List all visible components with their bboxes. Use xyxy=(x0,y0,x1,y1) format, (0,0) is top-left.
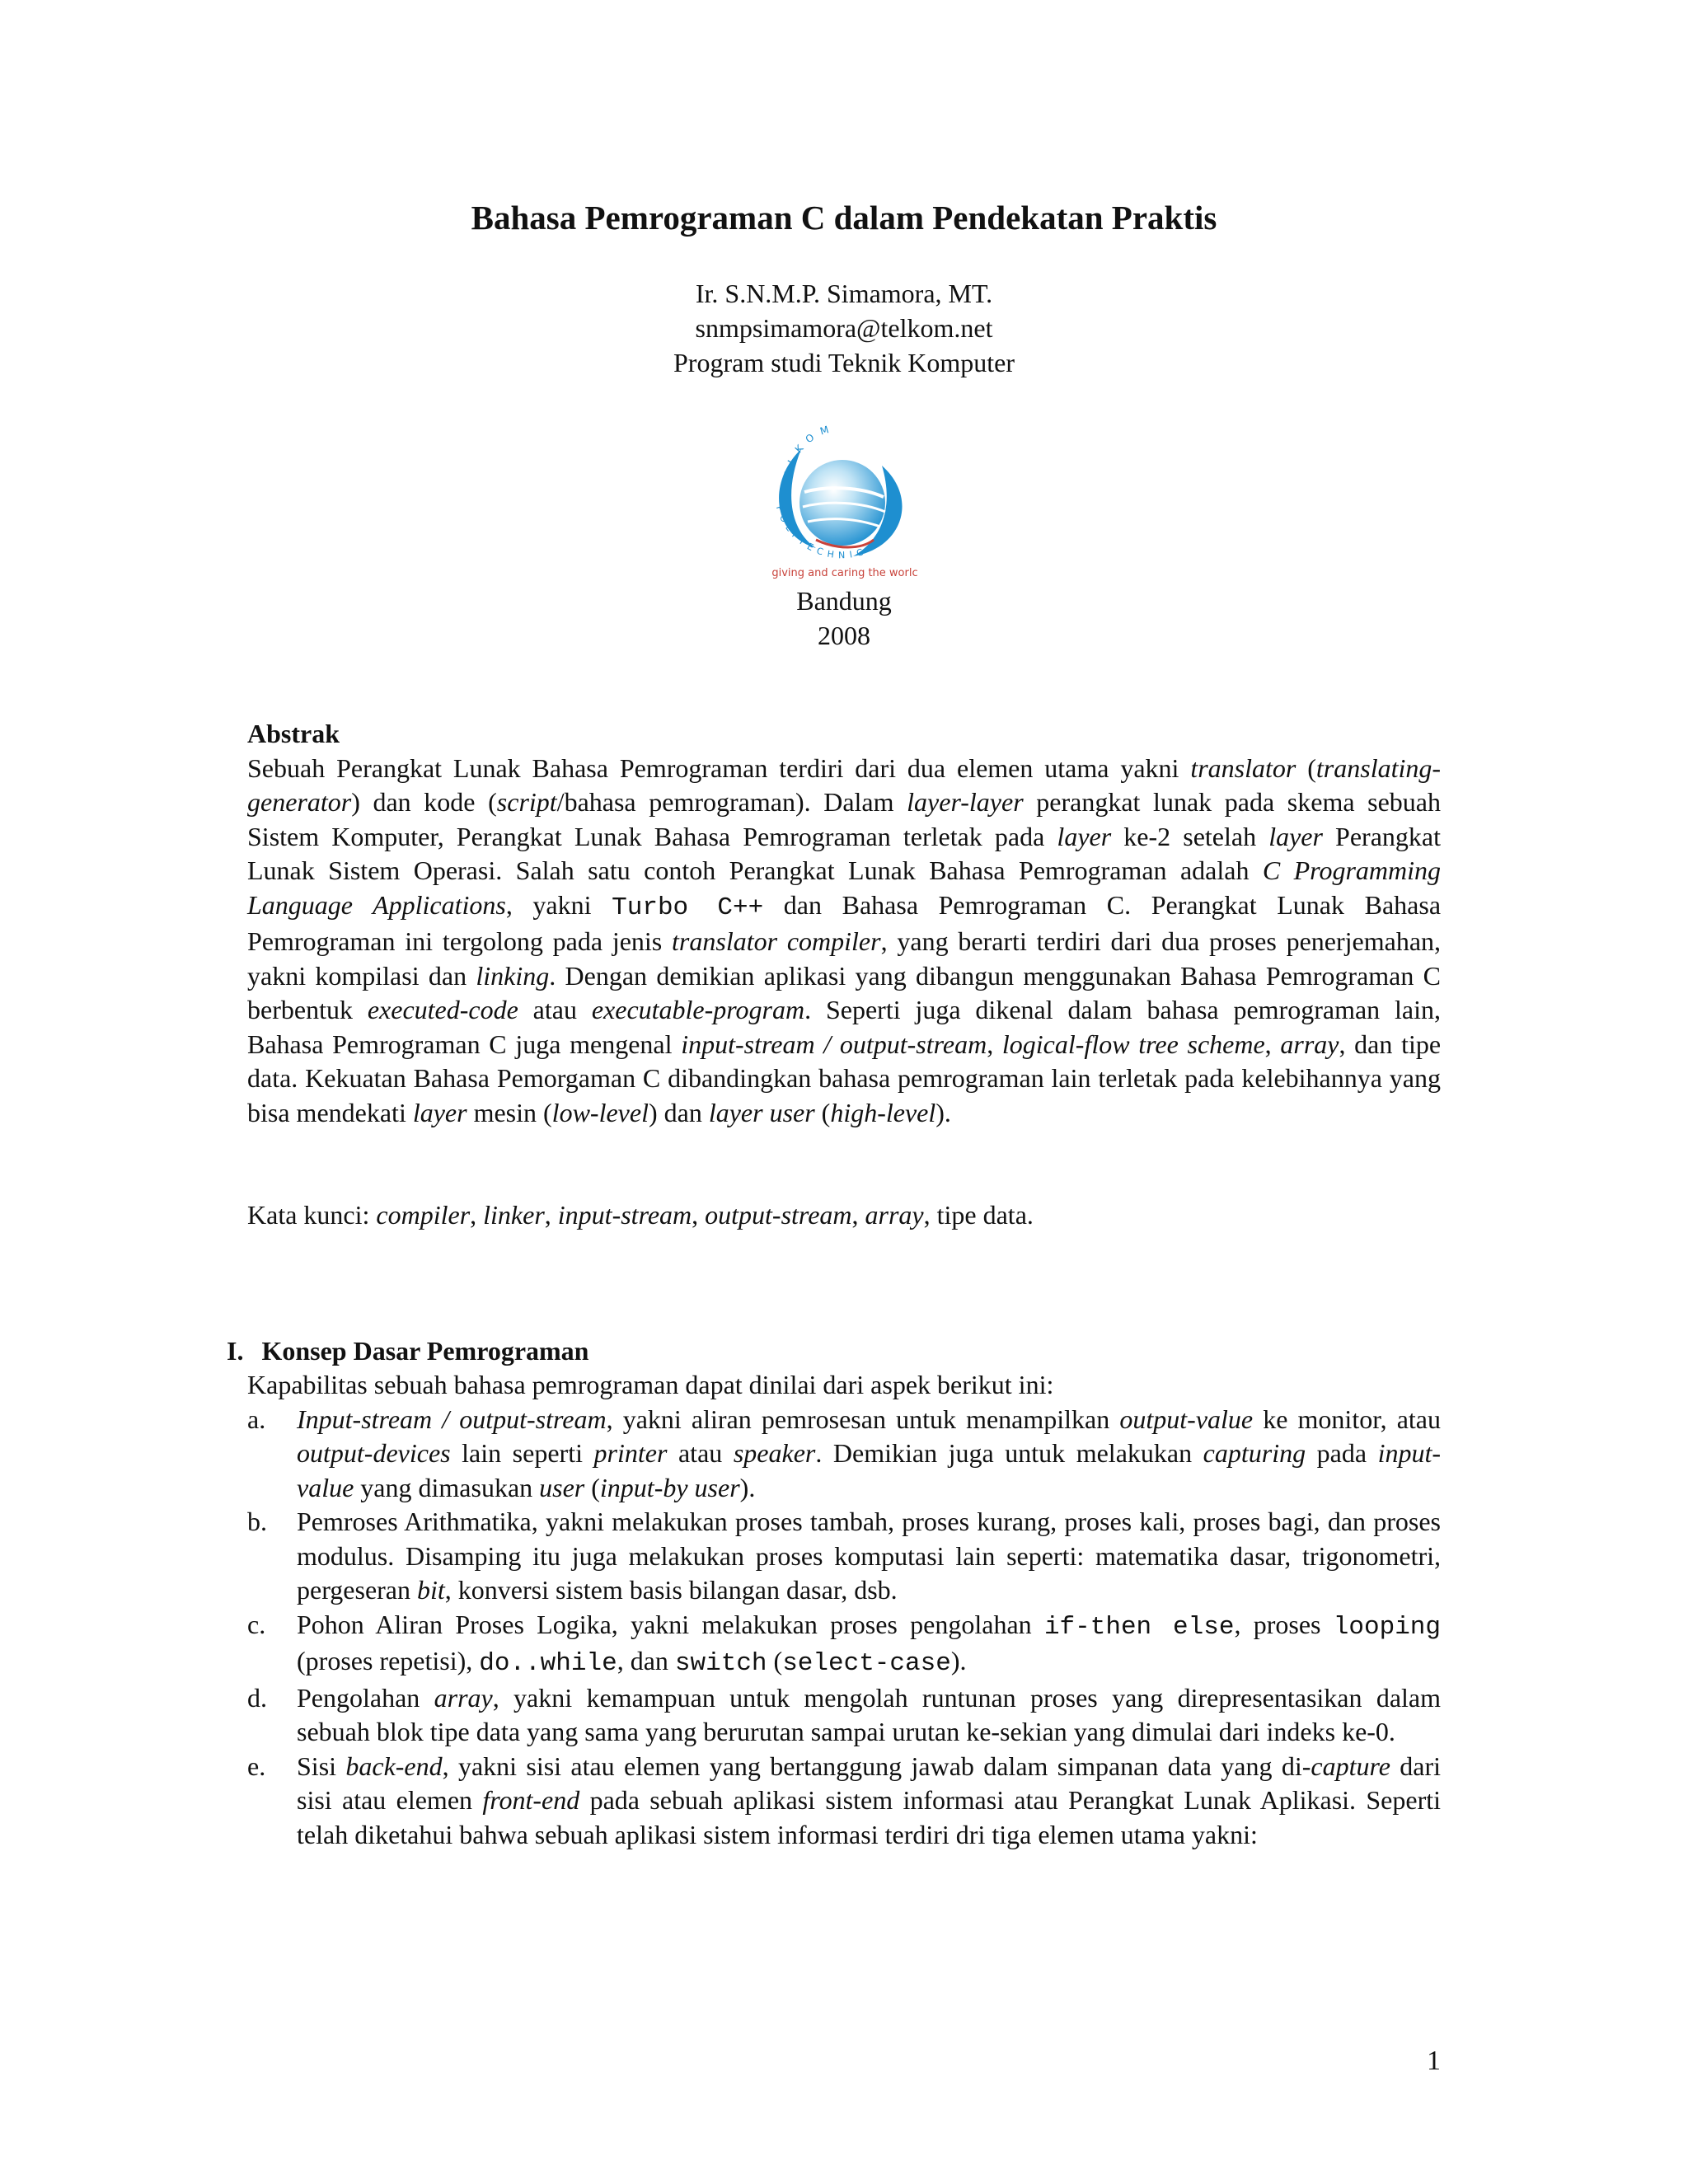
paper-title: Bahasa Pemrograman C dalam Pendekatan Praktis xyxy=(471,199,1217,237)
capability-list xyxy=(247,1403,1441,1853)
author-block xyxy=(0,276,1688,380)
list-item: e. Sisi back-end, yakni sisi atau elemen yang bertanggung jawab dalam simpanan data yang di-capture dari sisi atau elemen front-end pada sebuah aplikasi sistem informasi atau Perangkat Lunak Aplikasi. Seperti telah diketahui bahwa sebuah aplikasi sistem informasi terdiri dri tiga elemen utama yakni: xyxy=(247,1750,1442,1849)
logo-tagline: giving and caring the worlc xyxy=(771,567,918,579)
list-item: b. Pemroses Arithmatika, yakni melakukan proses tambah, proses kurang, proses kali, proses bagi, dan proses modulus. Disamping itu juga melakukan proses komputasi lain seperti: matematika dasar, trigonometri, pergeseran bit, konversi sistem basis bilangan dasar, dsb. xyxy=(247,1507,1441,1605)
section-title: Konsep Dasar Pemrograman xyxy=(261,1336,589,1366)
section-heading xyxy=(227,1333,588,1368)
year: 2008 xyxy=(818,621,870,650)
section-body xyxy=(247,1368,1441,1852)
place: Bandung xyxy=(796,586,892,616)
place-year-block xyxy=(0,583,1688,653)
abstract-section xyxy=(247,717,1441,1233)
section-number: I. xyxy=(227,1336,244,1366)
list-item: d. Pengolahan array, yakni kemampuan untuk mengolah runtunan proses yang direpresentasikan dalam sebuah blok tipe data yang sama yang berurutan sampai urutan ke-sekian yang dimulai dari indeks ke-0. xyxy=(247,1682,1442,1746)
keywords: Kata kunci: compiler, linker, input-stream, output-stream, array, tipe data. xyxy=(247,1200,1034,1230)
author-name: Ir. S.N.M.P. Simamora, MT. xyxy=(695,279,993,308)
logo-bottom-text: POLYTECHNIC xyxy=(773,504,870,561)
page-number: 1 xyxy=(1427,2046,1441,2076)
author-affiliation: Program studi Teknik Komputer xyxy=(673,348,1015,377)
telkom-polytechnic-logo xyxy=(758,416,931,581)
section-intro: Kapabilitas sebuah bahasa pemrograman dapat dinilai dari aspek berikut ini: xyxy=(247,1370,1054,1399)
list-item: c. Pohon Aliran Proses Logika, yakni melakukan proses pengolahan if-then else, proses looping (proses repetisi), do..while, dan switch (select-case). xyxy=(247,1609,1442,1678)
list-item: a. Input-stream / output-stream, yakni aliran pemrosesan untuk menampilkan output-value ke monitor, atau output-devices lain seperti printer atau speaker. Demikian juga untuk melakukan capturing pada input-value yang dimasukan user (input-by user). xyxy=(247,1404,1442,1502)
abstract-text: Sebuah Perangkat Lunak Bahasa Pemrograman terdiri dari dua elemen utama yakni translator (translating-generator) dan kode (script/bahasa pemrograman). Dalam layer-layer perangkat lunak pada skema sebuah Sistem Komputer, Perangkat Lunak Bahasa Pemrograman terletak pada layer ke-2 setelah layer Perangkat Lunak Sistem Operasi. Salah satu contoh Perangkat Lunak Bahasa Pemrograman adalah C Programming Language Applications, yakni Turbo C++ dan Bahasa Pemrograman C. Perangkat Lunak Bahasa Pemrograman ini tergolong pada jenis translator compiler, yang berarti terdiri dari dua proses penerjemahan, yakni kompilasi dan linking. Dengan demikian aplikasi yang dibangun menggunakan Bahasa Pemrograman C berbentuk executed-code atau executable-program. Seperti juga dikenal dalam bahasa pemrograman lain, Bahasa Pemrograman C juga mengenal input-stream / output-stream, logical-flow tree scheme, array, dan tipe data. Kekuatan Bahasa Pemorgaman C dibandingkan bahasa pemrograman lain terletak pada kelebihannya yang bisa mendekati layer mesin (low-level) dan layer user (high-level). xyxy=(247,752,1442,1127)
abstract-heading: Abstrak xyxy=(247,719,340,748)
author-email: snmpsimamora@telkom.net xyxy=(695,313,993,343)
logo-top-text: TELKOM xyxy=(781,421,837,493)
